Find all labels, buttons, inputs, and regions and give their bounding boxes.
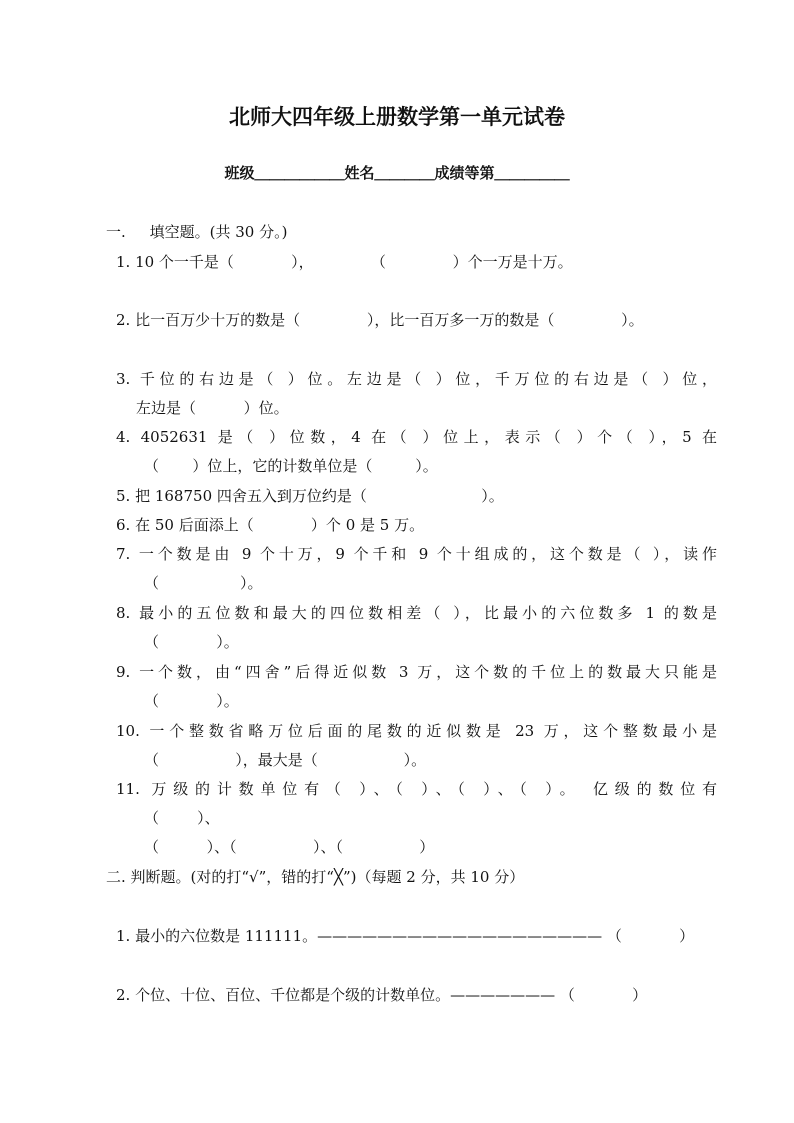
question-10: 10. 一个整数省略万位后面的尾数的近似数是 23 万，这个整数最小是 bbox=[116, 722, 717, 740]
question-9-cont: （ ）。 bbox=[144, 692, 239, 710]
question-9: 9. 一个数，由“四舍”后得近似数 3 万，这个数的千位上的数最大只能是 bbox=[116, 663, 717, 681]
section1-heading: 一. 填空题。(共 30 分。) bbox=[106, 223, 288, 241]
question-5: 5. 把 168750 四舍五入到万位约是（ ）。 bbox=[116, 487, 504, 505]
question-3-cont: 左边是（ ）位。 bbox=[136, 399, 289, 417]
question-4-cont: （ ）位上，它的计数单位是（ ）。 bbox=[144, 457, 438, 475]
page-title: 北师大四年级上册数学第一单元试卷 bbox=[229, 104, 565, 129]
question-11-cont-a: （ ）、 bbox=[144, 809, 220, 827]
judge-item-2: 2. 个位、十位、百位、千位都是个级的计数单位。——————— （ ） bbox=[116, 986, 648, 1004]
question-8: 8. 最小的五位数和最大的四位数相差（ ），比最小的六位数多 1 的数是 bbox=[116, 604, 717, 622]
student-info-line: 班级＿＿＿＿＿＿姓名＿＿＿＿成绩等第＿＿＿＿＿ bbox=[224, 164, 570, 182]
question-3: 3. 千位的右边是（ ）位。左边是（ ）位，千万位的右边是（ ）位， bbox=[116, 370, 717, 388]
question-7-cont: （ ）。 bbox=[144, 574, 263, 592]
question-2: 2. 比一百万少十万的数是（ ），比一百万多一万的数是（ ）。 bbox=[116, 311, 644, 329]
question-7: 7. 一个数是由 9 个十万，9 个千和 9 个十组成的，这个数是（ ），读作 bbox=[116, 545, 717, 563]
question-8-cont: （ ）。 bbox=[144, 633, 239, 651]
question-1: 1. 10 个一千是（ ）， （ ）个一万是十万。 bbox=[116, 253, 573, 271]
question-4: 4. 4052631 是（ ）位数，4 在（ ）位上，表示（ ）个（ ），5 在 bbox=[116, 428, 717, 446]
judge-item-1: 1. 最小的六位数是 111111。——————————————————— （ ） bbox=[116, 927, 695, 945]
question-11-cont-b: （ ）、（ ）、（ ） bbox=[144, 838, 435, 856]
question-10-cont: （ ），最大是（ ）。 bbox=[144, 751, 427, 769]
question-11: 11. 万级的计数单位有（ ）、（ ）、（ ）、（ ）。 亿级的数位有 bbox=[116, 780, 717, 798]
section2-heading: 二. 判断题。(对的打“√”，错的打“╳”)（每题 2 分，共 10 分） bbox=[106, 868, 525, 886]
question-6: 6. 在 50 后面添上（ ）个 0 是 5 万。 bbox=[116, 516, 425, 534]
